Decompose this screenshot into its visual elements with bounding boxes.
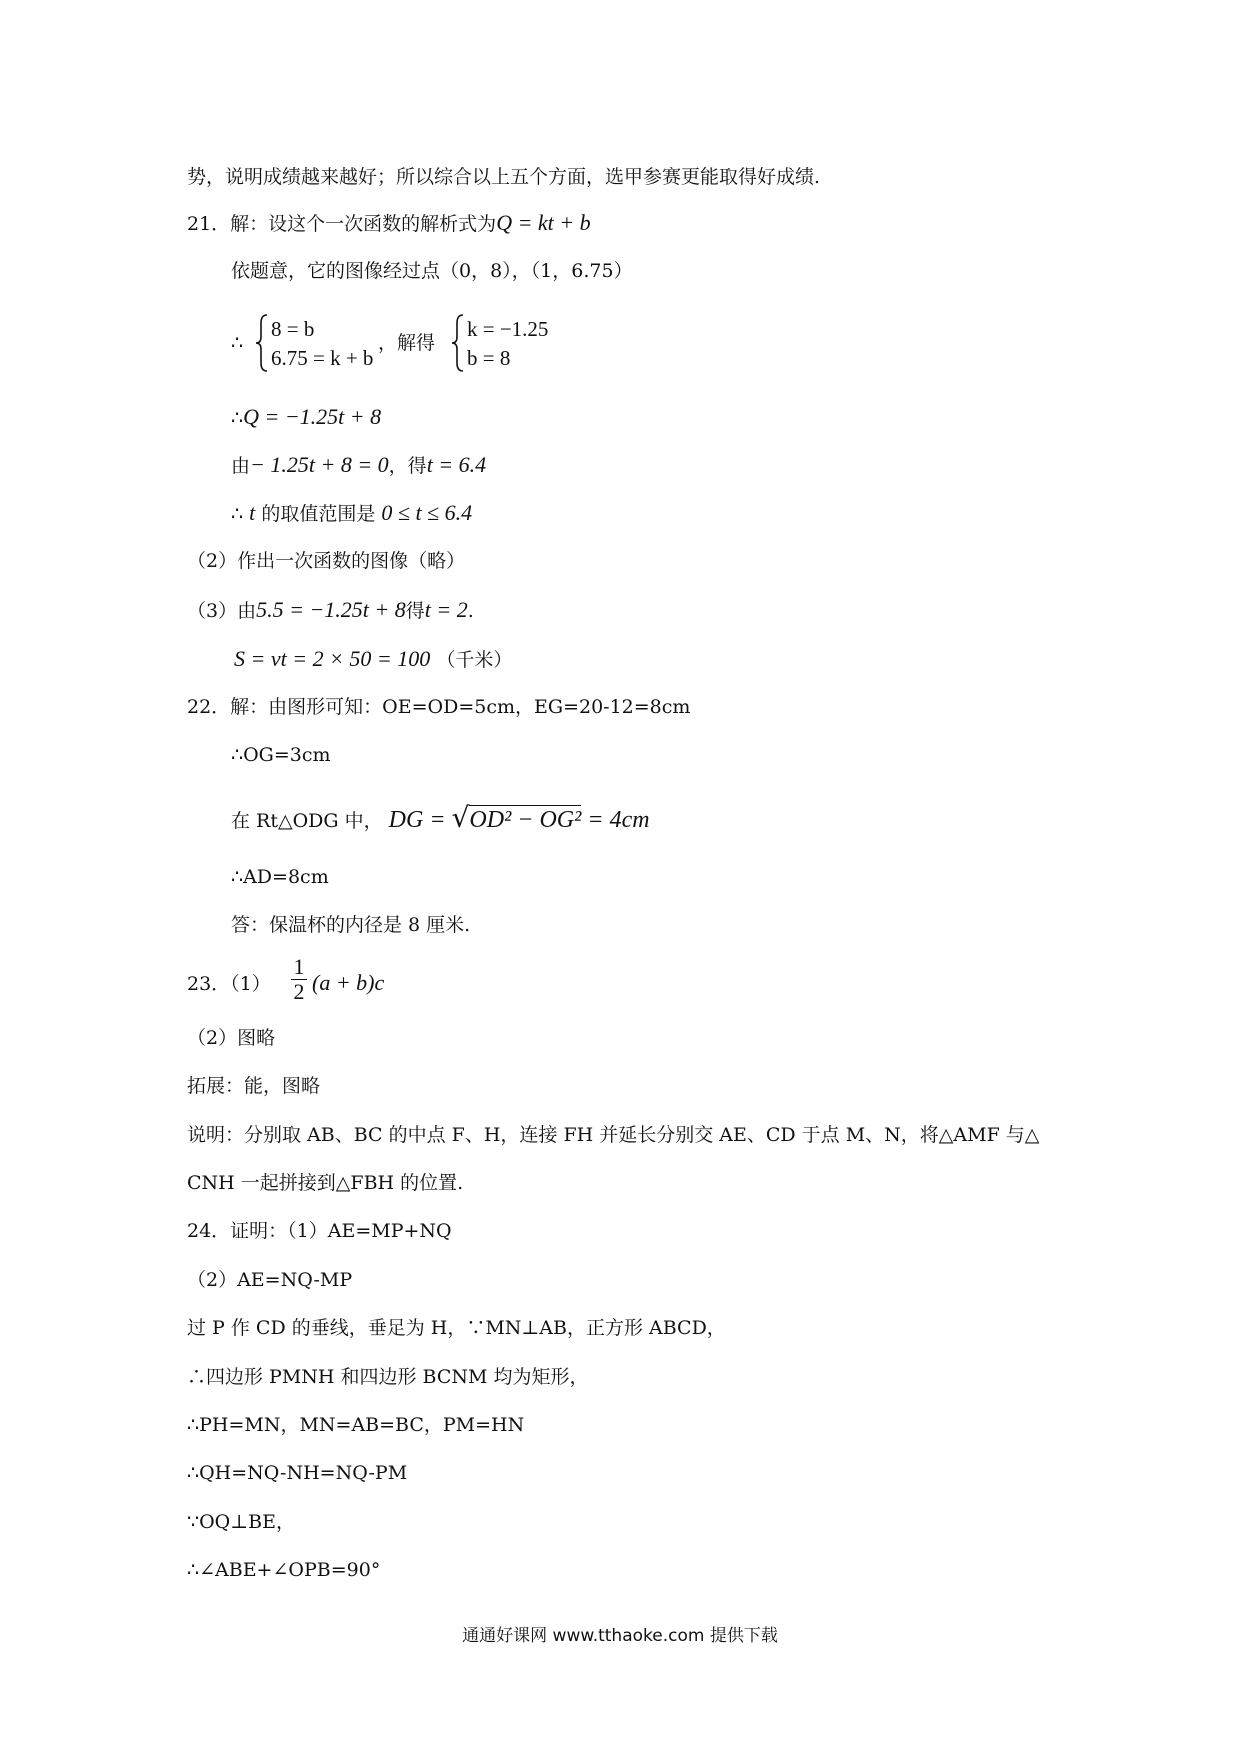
text-line: 答：保温杯的内径是 8 厘米.: [231, 914, 471, 936]
text-segment: 由: [231, 455, 251, 477]
text-line: ∴OG=3cm: [231, 744, 331, 766]
problem-21-intro: [187, 210, 591, 237]
numerator: 1: [293, 954, 305, 979]
formula: [312, 970, 384, 997]
page-footer: 通通好课网 www.tthaoke.com 提供下载: [462, 1626, 778, 1646]
equation: 8 = b: [271, 317, 315, 341]
therefore-symbol: ∴: [231, 407, 244, 429]
formula: Q = −1.25t + 8: [243, 404, 382, 429]
formula: 5.5 = −1.25t + 8: [256, 597, 406, 622]
formula-line: [234, 646, 512, 673]
formula-line: [231, 404, 381, 431]
text-line: ∴四边形 PMNH 和四边形 BCNM 均为矩形，: [187, 1366, 589, 1388]
variable: t: [249, 500, 256, 525]
text-line: （2）AE=NQ-MP: [187, 1269, 353, 1291]
text-segment: 21．解：设这个一次函数的解析式为: [187, 213, 497, 235]
formula: 0 ≤ t ≤ 6.4: [381, 500, 473, 525]
fraction: [290, 955, 308, 1004]
text-segment: 的取值范围是: [261, 503, 376, 525]
text-line: 势，说明成绩越来越好；所以综合以上五个方面，选甲参赛更能取得好成绩.: [187, 166, 821, 188]
formula-line: [231, 801, 650, 834]
formula: t = 6.4: [426, 452, 487, 477]
formula: t = 2: [424, 597, 468, 622]
therefore-symbol: ∴: [231, 332, 244, 354]
text-segment: 在 Rt△ODG 中，: [231, 810, 383, 832]
text-segment: （千米）: [436, 649, 513, 671]
formula: Q = kt + b: [496, 210, 591, 235]
formula: − 1.25t + 8 = 0: [250, 452, 389, 477]
text-line: 依题意，它的图像经过点（0，8），（1，6.75）: [231, 260, 633, 282]
text-segment: （3）由: [187, 600, 257, 622]
text-segment: ，得: [388, 455, 427, 477]
brace-icon: [255, 313, 269, 373]
text-line: 拓展：能，图略: [187, 1075, 321, 1097]
text-segment: ，解得: [378, 332, 436, 354]
sqrt-icon: √: [451, 801, 470, 834]
text-line: CNH 一起拼接到△FBH 的位置.: [187, 1172, 464, 1194]
therefore-symbol: ∴: [231, 503, 244, 525]
text-line: 说明：分别取 AB、BC 的中点 F、H，连接 FH 并延长分别交 AE、CD 于点 M、N，将△AMF 与△: [187, 1124, 1040, 1146]
formula: DG =: [388, 807, 446, 833]
text-segment: 23．（1）: [187, 973, 271, 995]
formula-expr: (a + b)c: [312, 970, 385, 995]
text-line: 过 P 作 CD 的垂线，垂足为 H，∵MN⊥AB，正方形 ABCD，: [187, 1317, 726, 1339]
text-segment: 得: [405, 600, 425, 622]
text-segment: .: [467, 600, 474, 622]
equation: b = 8: [467, 346, 511, 370]
equation-system-2: [451, 313, 581, 373]
formula: S = vt = 2 × 50 = 100: [234, 646, 431, 671]
formula-line: [231, 452, 486, 479]
text-line: ∴PH=MN，MN=AB=BC，PM=HN: [187, 1414, 525, 1436]
brace-icon: [451, 313, 465, 373]
denominator: 2: [293, 979, 305, 1004]
text-line: ∵OQ⊥BE，: [187, 1511, 295, 1533]
text-line: （2）图略: [187, 1027, 276, 1049]
radicand: OD² − OG²: [469, 807, 582, 833]
formula: = 4cm: [587, 807, 650, 833]
text-line: 24．证明：（1）AE=MP+NQ: [187, 1220, 452, 1242]
text-line: （2）作出一次函数的图像（略）: [187, 550, 466, 572]
equation: k = −1.25: [467, 317, 549, 341]
formula-line: [187, 597, 474, 624]
text-line: ∴AD=8cm: [231, 866, 329, 888]
text-line: ∴∠ABE+∠OPB=90°: [187, 1559, 381, 1581]
equation: 6.75 = k + b: [271, 346, 374, 370]
formula-line: [231, 500, 472, 527]
equation-system-1: [255, 313, 385, 373]
text-line: 22．解：由图形可知：OE=OD=5cm，EG=20-12=8cm: [187, 696, 691, 718]
text-line: ∴QH=NQ-NH=NQ-PM: [187, 1462, 408, 1484]
